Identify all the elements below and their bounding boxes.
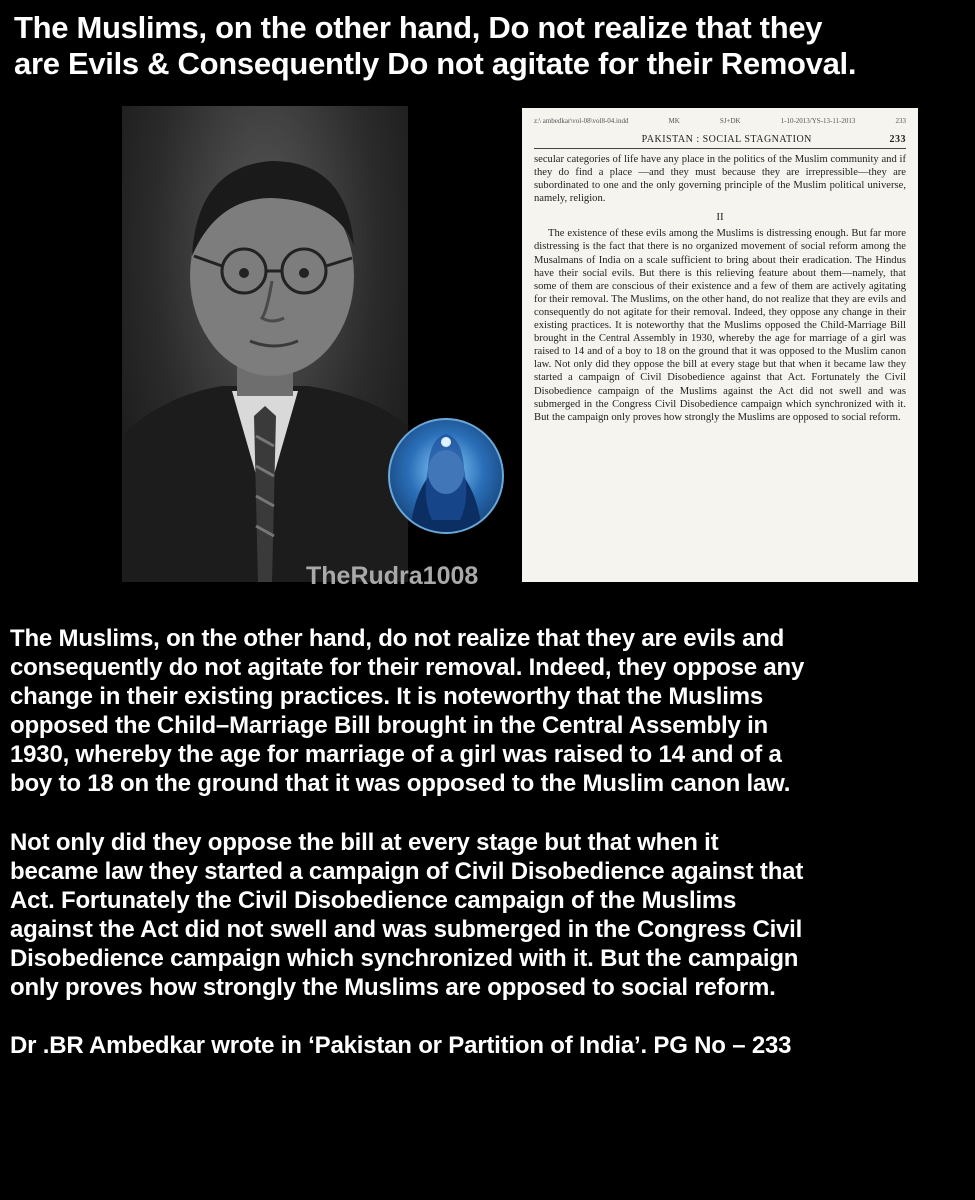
quote-line: change in their existing practices. It is noteworthy that the Muslims [10,683,764,711]
scan-body [534,153,906,424]
scan-meta [534,112,906,130]
quote-line: opposed the Child–Marriage Bill brought in the Central Assembly in [10,712,768,740]
scan-running-header [534,130,906,149]
quote-line: Not only did they oppose the bill at every stage but that when it [10,828,719,856]
portrait-photo [122,106,408,582]
quote-line: became law they started a campaign of Civil Disobedience against that [10,857,804,885]
paragraph-gap [10,1002,975,1031]
quote-line: Act. Fortunately the Civil Disobedience campaign of the Muslims [10,886,737,914]
quote-line: consequently do not agitate for their removal. Indeed, they oppose any [10,654,805,682]
quote-line: Dr .BR Ambedkar wrote in ‘Pakistan or Partition of India’. PG No – 233 [10,1032,792,1060]
watermark: TheRudra1008 [306,562,479,590]
headline [14,10,969,82]
quote-line: The Muslims, on the other hand, do not realize that they are evils and [10,625,785,652]
scan-header-page: 233 [889,133,906,145]
scan-meta-path: z:\ ambedkar\vol-08\vol8-04.indd [534,117,629,125]
quote-line: 1930, whereby the age for marriage of a girl was raised to 14 and of a [10,741,782,769]
scan-paragraph-2: The existence of these evils among the Muslims is distressing enough. But far more distressing is the fact that there is no organized movement of social reform among the Musalmans of India on a scale sufficient to bring about their eradication. The Hindus have their social evils. But there is this relieving feature about them—namely, that some of them are conscious of their existence and a few of them are actively agitating for their removal. The Muslims, on the other hand, do not realize that they are evils and consequently do not agitate for their removal. Indeed, they oppose any change in their existing practices. It is noteworthy that the Muslims opposed the Child-Marriage Bill brought in the Central Assembly in 1930, whereby the age for marriage of a girl was raised to 14 and of a boy to 18 on the ground that it was opposed to the Muslim canon law. Not only did they oppose the bill at every stage but that when it became law they started a campaign of Civil Disobedience against that Act. Fortunately the Civil Disobedience campaign of the Muslims against the Act did not swell and was submerged in the Congress Civil Disobedience campaign which synchronized with it. But the campaign only proves how strongly the Muslims are opposed to social reform. [534,228,906,423]
quote-line: boy to 18 on the ground that it was opposed to the Muslim canon law. [10,770,791,798]
headline-line-1: The Muslims, on the other hand, Do not realize that they [14,10,823,45]
scan-meta-initials: MK [668,117,680,125]
scan-section-number: II [716,211,724,224]
scan-meta-page: 233 [895,117,906,125]
scan-meta-editors: SJ+DK [719,117,741,125]
scan-meta-dates: 1-10-2013/YS-13-11-2013 [780,117,856,125]
scanned-book-page [522,108,918,582]
scan-header-title: PAKISTAN : SOCIAL STAGNATION [641,133,812,145]
quote-line: only proves how strongly the Muslims are opposed to social reform. [10,974,776,1002]
headline-line-2: are Evils & Consequently Do not agitate for their Removal. [14,46,857,81]
paragraph-gap [10,799,975,828]
scan-paragraph-1: secular categories of life have any place in the politics of the Muslim community and if they do find a place —and they must because they are irrepressible—they are subordinated to one and the only governing principle of the Muslim political universe, namely, religion. [534,154,906,205]
quote-line: Disobedience campaign which synchronized with it. But the campaign [10,945,799,973]
quote-line: against the Act did not swell and was submerged in the Congress Civil [10,915,803,943]
avatar [388,418,504,534]
quote-body [10,624,975,1060]
